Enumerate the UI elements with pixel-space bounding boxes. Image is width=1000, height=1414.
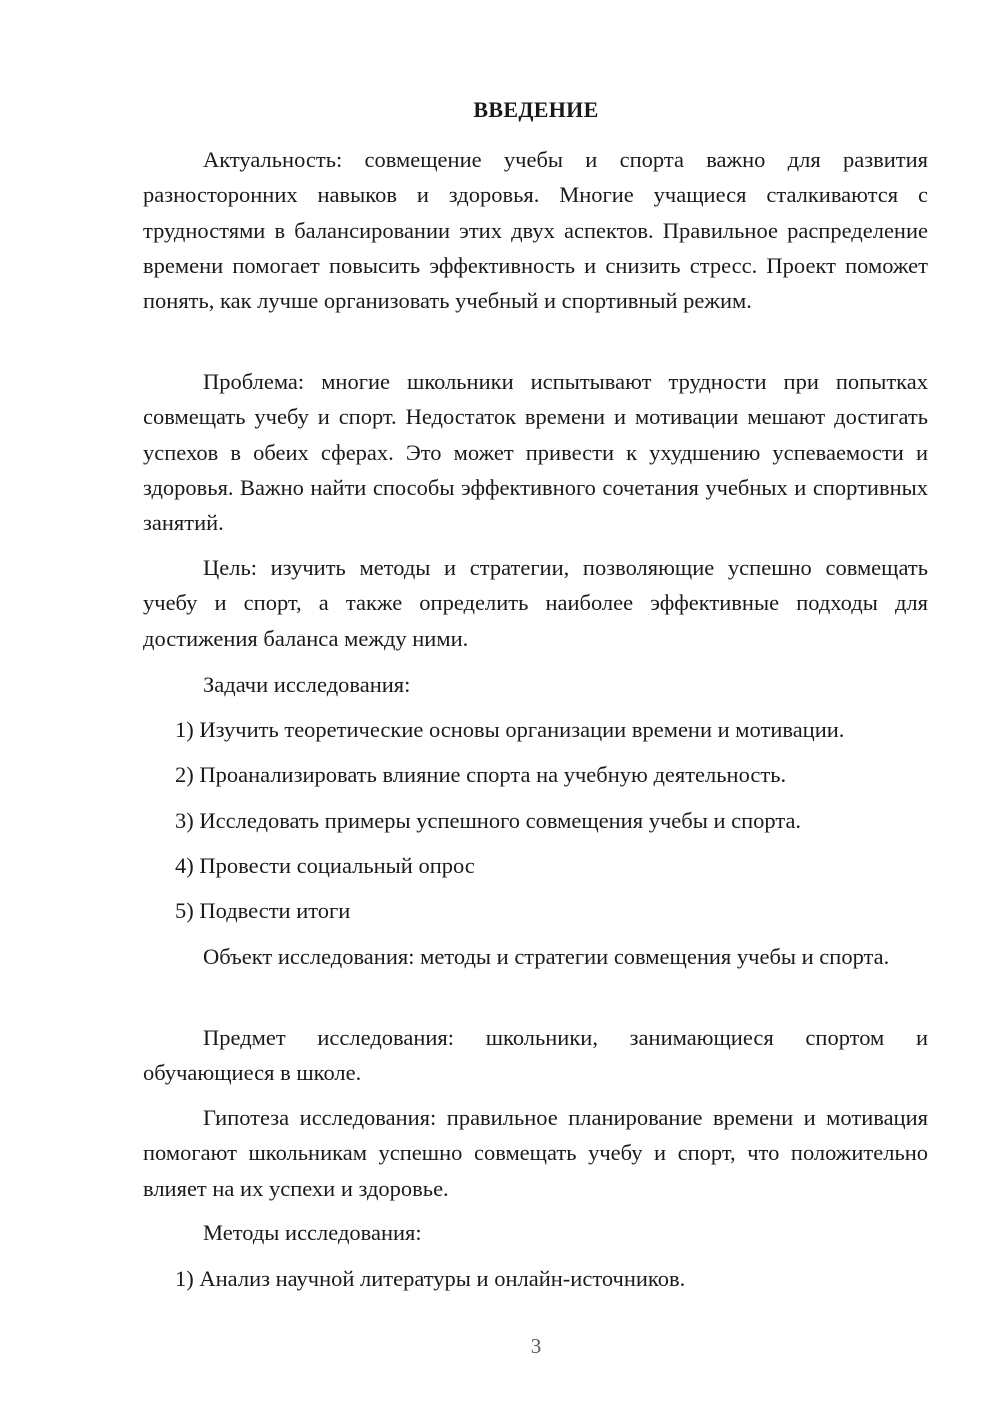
object-paragraph: Объект исследования: методы и стратегии совмещения учебы и спорта. xyxy=(203,944,890,969)
goal-paragraph: Цель: изучить методы и стратегии, позволяющие успешно совмещать учебу и спорт, а также определить наиболее эффективные подходы для достижения баланса между ними. xyxy=(143,555,928,651)
hypothesis-paragraph: Гипотеза исследования: правильное планирование времени и мотивация помогают школьникам успешно совмещать учебу и спорт, что положительно влияет на их успехи и здоровье. xyxy=(143,1105,928,1201)
task-item: 2) Проанализировать влияние спорта на учебную деятельность. xyxy=(175,762,787,787)
subject-paragraph: Предмет исследования: школьники, занимающиеся спортом и обучающиеся в школе. xyxy=(143,1025,928,1086)
tasks-heading: Задачи исследования: xyxy=(203,672,411,697)
task-item: 4) Провести социальный опрос xyxy=(175,853,475,878)
task-item: 3) Исследовать примеры успешного совмещения учебы и спорта. xyxy=(175,808,802,833)
page-title: ВВЕДЕНИЕ xyxy=(473,97,599,122)
task-item: 5) Подвести итоги xyxy=(175,898,351,923)
method-item: 1) Анализ научной литературы и онлайн-источников. xyxy=(175,1266,686,1291)
problem-paragraph: Проблема: многие школьники испытывают трудности при попытках совмещать учебу и спорт. Недостаток времени и мотивации мешают достигать успехов в обеих сферах. Это может привести к ухудшению успеваемости и здоровья. Важно найти способы эффективного сочетания учебных и спортивных занятий. xyxy=(143,369,928,536)
methods-heading: Методы исследования: xyxy=(203,1220,422,1245)
task-item: 1) Изучить теоретические основы организации времени и мотивации. xyxy=(175,717,845,742)
relevance-paragraph: Актуальность: совмещение учебы и спорта важно для развития разносторонних навыков и здоровья. Многие учащиеся сталкиваются с трудностями в балансировании этих двух аспектов. Правильное распределение времени помогает повысить эффективность и снизить стресс. Проект поможет понять, как лучше организовать учебный и спортивный режим. xyxy=(143,147,928,314)
page-number: 3 xyxy=(530,1334,542,1358)
